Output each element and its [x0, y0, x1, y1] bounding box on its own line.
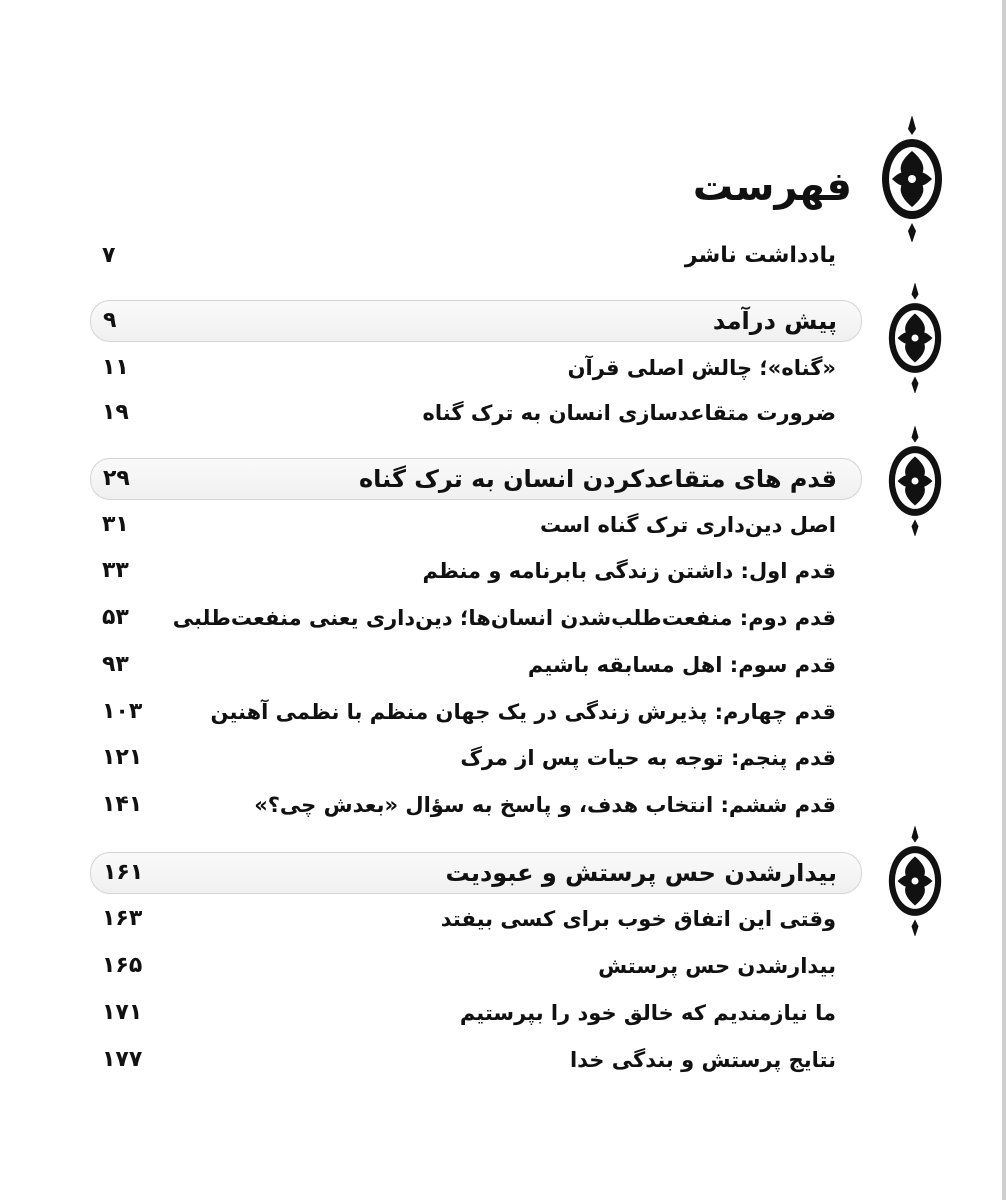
toc-entry-label: قدم دوم: منفعت‌طلب‌شدن انسان‌ها؛ دین‌داری یعنی منفعت‌طلبی — [172, 606, 836, 630]
toc-entry-page: ۵۳ — [102, 605, 129, 630]
toc-entry-page: ۱۷۱ — [102, 1000, 143, 1025]
toc-entry[interactable] — [90, 393, 860, 433]
toc-entry[interactable] — [90, 505, 860, 545]
toc-entry-label: قدم ششم: انتخاب هدف، و پاسخ به سؤال «بعدش چی؟» — [254, 793, 836, 817]
toc-entry-page: ۱۷۷ — [102, 1047, 143, 1072]
toc-entry-label: قدم اول: داشتن زندگی بابرنامه و منظم — [422, 559, 836, 583]
toc-section-entry[interactable] — [90, 458, 862, 500]
toc-entry[interactable] — [90, 348, 860, 388]
toc-entry-page: ۱۶۳ — [102, 906, 143, 931]
toc-entry-label: یادداشت ناشر — [684, 243, 836, 268]
toc-entry[interactable] — [90, 236, 860, 276]
toc-section-entry[interactable] — [90, 852, 862, 894]
toc-entry-label: ما نیازمندیم که خالق خود را بپرستیم — [459, 1001, 836, 1025]
toc-entry-label: بیدارشدن حس پرستش و عبودیت — [445, 859, 837, 887]
arabesque-ornament-icon — [880, 426, 950, 536]
toc-entry-label: پیش درآمد — [712, 307, 837, 335]
arabesque-ornament-icon — [872, 116, 952, 242]
toc-entry-label: قدم پنجم: توجه به حیات پس از مرگ — [460, 746, 836, 770]
toc-entry-label: اصل دین‌داری ترک گناه است — [540, 513, 836, 537]
toc-entry[interactable] — [90, 692, 860, 732]
toc-entry-page: ۱۶۱ — [103, 860, 144, 885]
toc-entry-label: قدم سوم: اهل مسابقه باشیم — [527, 653, 836, 677]
toc-entry-label: قدم های متقاعدکردن انسان به ترک گناه — [358, 465, 837, 493]
toc-entry-page: ۱۴۱ — [102, 792, 143, 817]
toc-entry[interactable] — [90, 551, 860, 591]
toc-title: فهرست — [692, 164, 852, 210]
toc-entry-label: قدم چهارم: پذیرش زندگی در یک جهان منظم با نظمی آهنین — [210, 700, 836, 724]
toc-section-entry[interactable] — [90, 300, 862, 342]
toc-entry[interactable] — [90, 946, 860, 986]
toc-entry-label: نتایج پرستش و بندگی خدا — [569, 1048, 836, 1072]
toc-entry-label: وقتی این اتفاق خوب برای کسی بیفتد — [440, 907, 836, 931]
toc-entry[interactable] — [90, 785, 860, 825]
toc-entry-page: ۲۹ — [103, 466, 130, 491]
toc-entry[interactable] — [90, 1040, 860, 1080]
toc-entry[interactable] — [90, 993, 860, 1033]
toc-entry-page: ۱۱ — [102, 355, 129, 380]
toc-entry-page: ۱۲۱ — [102, 745, 143, 770]
toc-entry[interactable] — [90, 598, 860, 638]
toc-entry[interactable] — [90, 738, 860, 778]
toc-entry-page: ۷ — [102, 243, 116, 268]
toc-entry-page: ۹ — [103, 308, 117, 333]
arabesque-ornament-icon — [880, 826, 950, 936]
toc-entry-label: ضرورت متقاعدسازی انسان به ترک گناه — [422, 401, 836, 425]
toc-entry-label: بیدارشدن حس پرستش — [598, 954, 836, 978]
toc-entry-page: ۳۳ — [102, 558, 129, 583]
toc-entry-page: ۱۶۵ — [102, 953, 143, 978]
toc-entry[interactable] — [90, 899, 860, 939]
arabesque-ornament-icon — [880, 283, 950, 393]
toc-entry-page: ۹۳ — [102, 652, 129, 677]
toc-entry-page: ۱۰۳ — [102, 699, 143, 724]
toc-entry-label: «گناه»؛ چالش اصلی قرآن — [567, 356, 836, 380]
toc-entry-page: ۱۹ — [102, 400, 129, 425]
page-edge — [1002, 0, 1006, 1200]
toc-entry[interactable] — [90, 645, 860, 685]
toc-entry-page: ۳۱ — [102, 512, 129, 537]
